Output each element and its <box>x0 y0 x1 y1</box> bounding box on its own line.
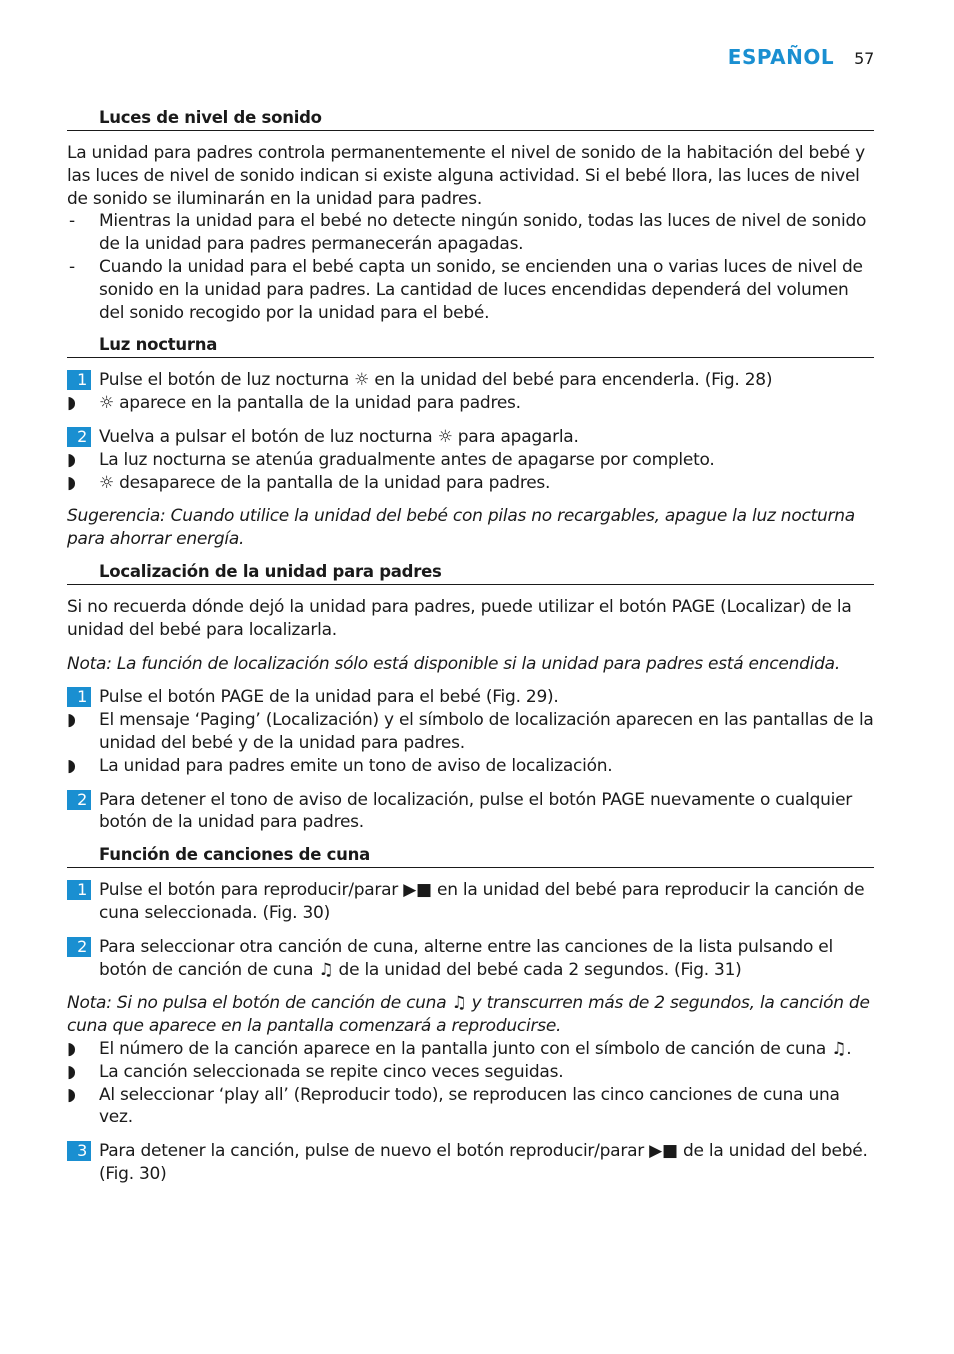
list-item-text: ☼ aparece en la pantalla de la unidad para padres. <box>99 393 521 414</box>
note-text: Nota: La función de localización sólo está disponible si la unidad para padres está encendida. <box>67 653 840 674</box>
list-item <box>67 709 874 755</box>
list-item <box>67 210 874 256</box>
list-item <box>67 256 874 324</box>
dash-marker: - <box>69 256 75 277</box>
step-text: Para seleccionar otra canción de cuna, alterne entre las canciones de la lista pulsando el botón de canción de cuna ♫ de la unidad del bebé cada 2 segundos. (Fig. 31) <box>99 936 833 980</box>
step-text: Pulse el botón de luz nocturna ☼ en la unidad del bebé para encenderla. (Fig. 28) <box>99 370 773 391</box>
language-label: ESPAÑOL <box>727 45 835 69</box>
step-text: Pulse el botón para reproducir/parar ▶■ en la unidad del bebé para reproducir la canción de cuna seleccionada. (Fig. 30) <box>99 880 865 923</box>
list-item-text: ☼ desaparece de la pantalla de la unidad para padres. <box>99 472 551 493</box>
step-1 <box>67 879 874 925</box>
result-bullet-icon: ◗ <box>67 1038 76 1059</box>
section-title-lullaby: Función de canciones de cuna <box>67 845 874 868</box>
page-header <box>728 46 874 76</box>
step-number-badge: 1 <box>67 370 91 390</box>
list-item <box>67 392 874 415</box>
list-item-text: La unidad para padres emite un tono de aviso de localización. <box>99 755 613 776</box>
list-item-text: Cuando la unidad para el bebé capta un sonido, se encienden una o varias luces de nivel de sonido en la unidad para padres. La cantidad de luces encendidas dependerá del volumen del sonido recogido por la unidad para el bebé. <box>99 256 863 323</box>
step-number-badge: 2 <box>67 790 91 810</box>
dash-marker: - <box>69 211 75 232</box>
step-1 <box>67 686 874 709</box>
list-item-text: La canción seleccionada se repite cinco veces seguidas. <box>99 1061 564 1082</box>
sound-lights-intro: La unidad para padres controla permanentemente el nivel de sonido de la habitación del bebé y las luces de nivel de sonido indican si existe alguna actividad. Si el bebé llora, las luces de nivel de sonido se iluminarán en la unidad para padres. <box>67 143 865 209</box>
result-bullet-icon: ◗ <box>67 755 76 776</box>
result-bullet-icon: ◗ <box>67 710 76 731</box>
list-item-text: El mensaje ‘Paging’ (Localización) y el símbolo de localización aparecen en las pantallas de la unidad del bebé y de la unidad para padres. <box>99 710 874 753</box>
result-bullet-icon: ◗ <box>67 1084 76 1105</box>
page-content <box>67 108 874 1186</box>
section-title-paging: Localización de la unidad para padres <box>67 562 874 585</box>
step-number-badge: 2 <box>67 937 91 957</box>
section-title-night-light: Luz nocturna <box>67 335 874 358</box>
note-text: Nota: Si no pulsa el botón de canción de cuna ♫ y transcurren más de 2 segundos, la canción de cuna que aparece en la pantalla comenzará a reproducirse. <box>67 993 870 1037</box>
list-item <box>67 1038 874 1061</box>
paging-intro: Si no recuerda dónde dejó la unidad para padres, puede utilizar el botón PAGE (Localizar) de la unidad del bebé para localizarla. <box>67 596 852 640</box>
page-number: 57 <box>854 49 874 68</box>
list-item <box>67 1061 874 1084</box>
result-bullet-icon: ◗ <box>67 1061 76 1082</box>
step-2 <box>67 936 874 982</box>
step-text: Para detener la canción, pulse de nuevo el botón reproducir/parar ▶■ de la unidad del bebé. (Fig. 30) <box>99 1141 868 1184</box>
step-3 <box>67 1140 874 1186</box>
list-item <box>67 1084 874 1130</box>
step-number-badge: 2 <box>67 427 91 447</box>
list-item-text: La luz nocturna se atenúa gradualmente antes de apagarse por completo. <box>99 449 715 470</box>
step-text: Para detener el tono de aviso de localización, pulse el botón PAGE nuevamente o cualquier botón de la unidad para padres. <box>99 789 853 833</box>
section-title-sound-lights: Luces de nivel de sonido <box>67 108 874 131</box>
list-item <box>67 472 874 495</box>
step-2 <box>67 789 874 835</box>
result-bullet-icon: ◗ <box>67 472 76 493</box>
step-text: Pulse el botón PAGE de la unidad para el bebé (Fig. 29). <box>99 687 559 708</box>
result-bullet-icon: ◗ <box>67 449 76 470</box>
step-number-badge: 1 <box>67 687 91 707</box>
result-bullet-icon: ◗ <box>67 393 76 414</box>
tip-text: Sugerencia: Cuando utilice la unidad del bebé con pilas no recargables, apague la luz nocturna para ahorrar energía. <box>67 506 855 550</box>
list-item <box>67 755 874 778</box>
list-item-text: Al seleccionar ‘play all’ (Reproducir todo), se reproducen las cinco canciones de cuna una vez. <box>99 1084 840 1128</box>
step-1 <box>67 369 874 392</box>
step-number-badge: 1 <box>67 880 91 900</box>
step-2 <box>67 426 874 449</box>
step-text: Vuelva a pulsar el botón de luz nocturna ☼ para apagarla. <box>99 426 579 447</box>
list-item <box>67 449 874 472</box>
step-number-badge: 3 <box>67 1141 91 1161</box>
list-item-text: El número de la canción aparece en la pantalla junto con el símbolo de canción de cuna ♫. <box>99 1038 852 1059</box>
list-item-text: Mientras la unidad para el bebé no detecte ningún sonido, todas las luces de nivel de sonido de la unidad para padres permanecerán apagadas. <box>99 211 867 255</box>
